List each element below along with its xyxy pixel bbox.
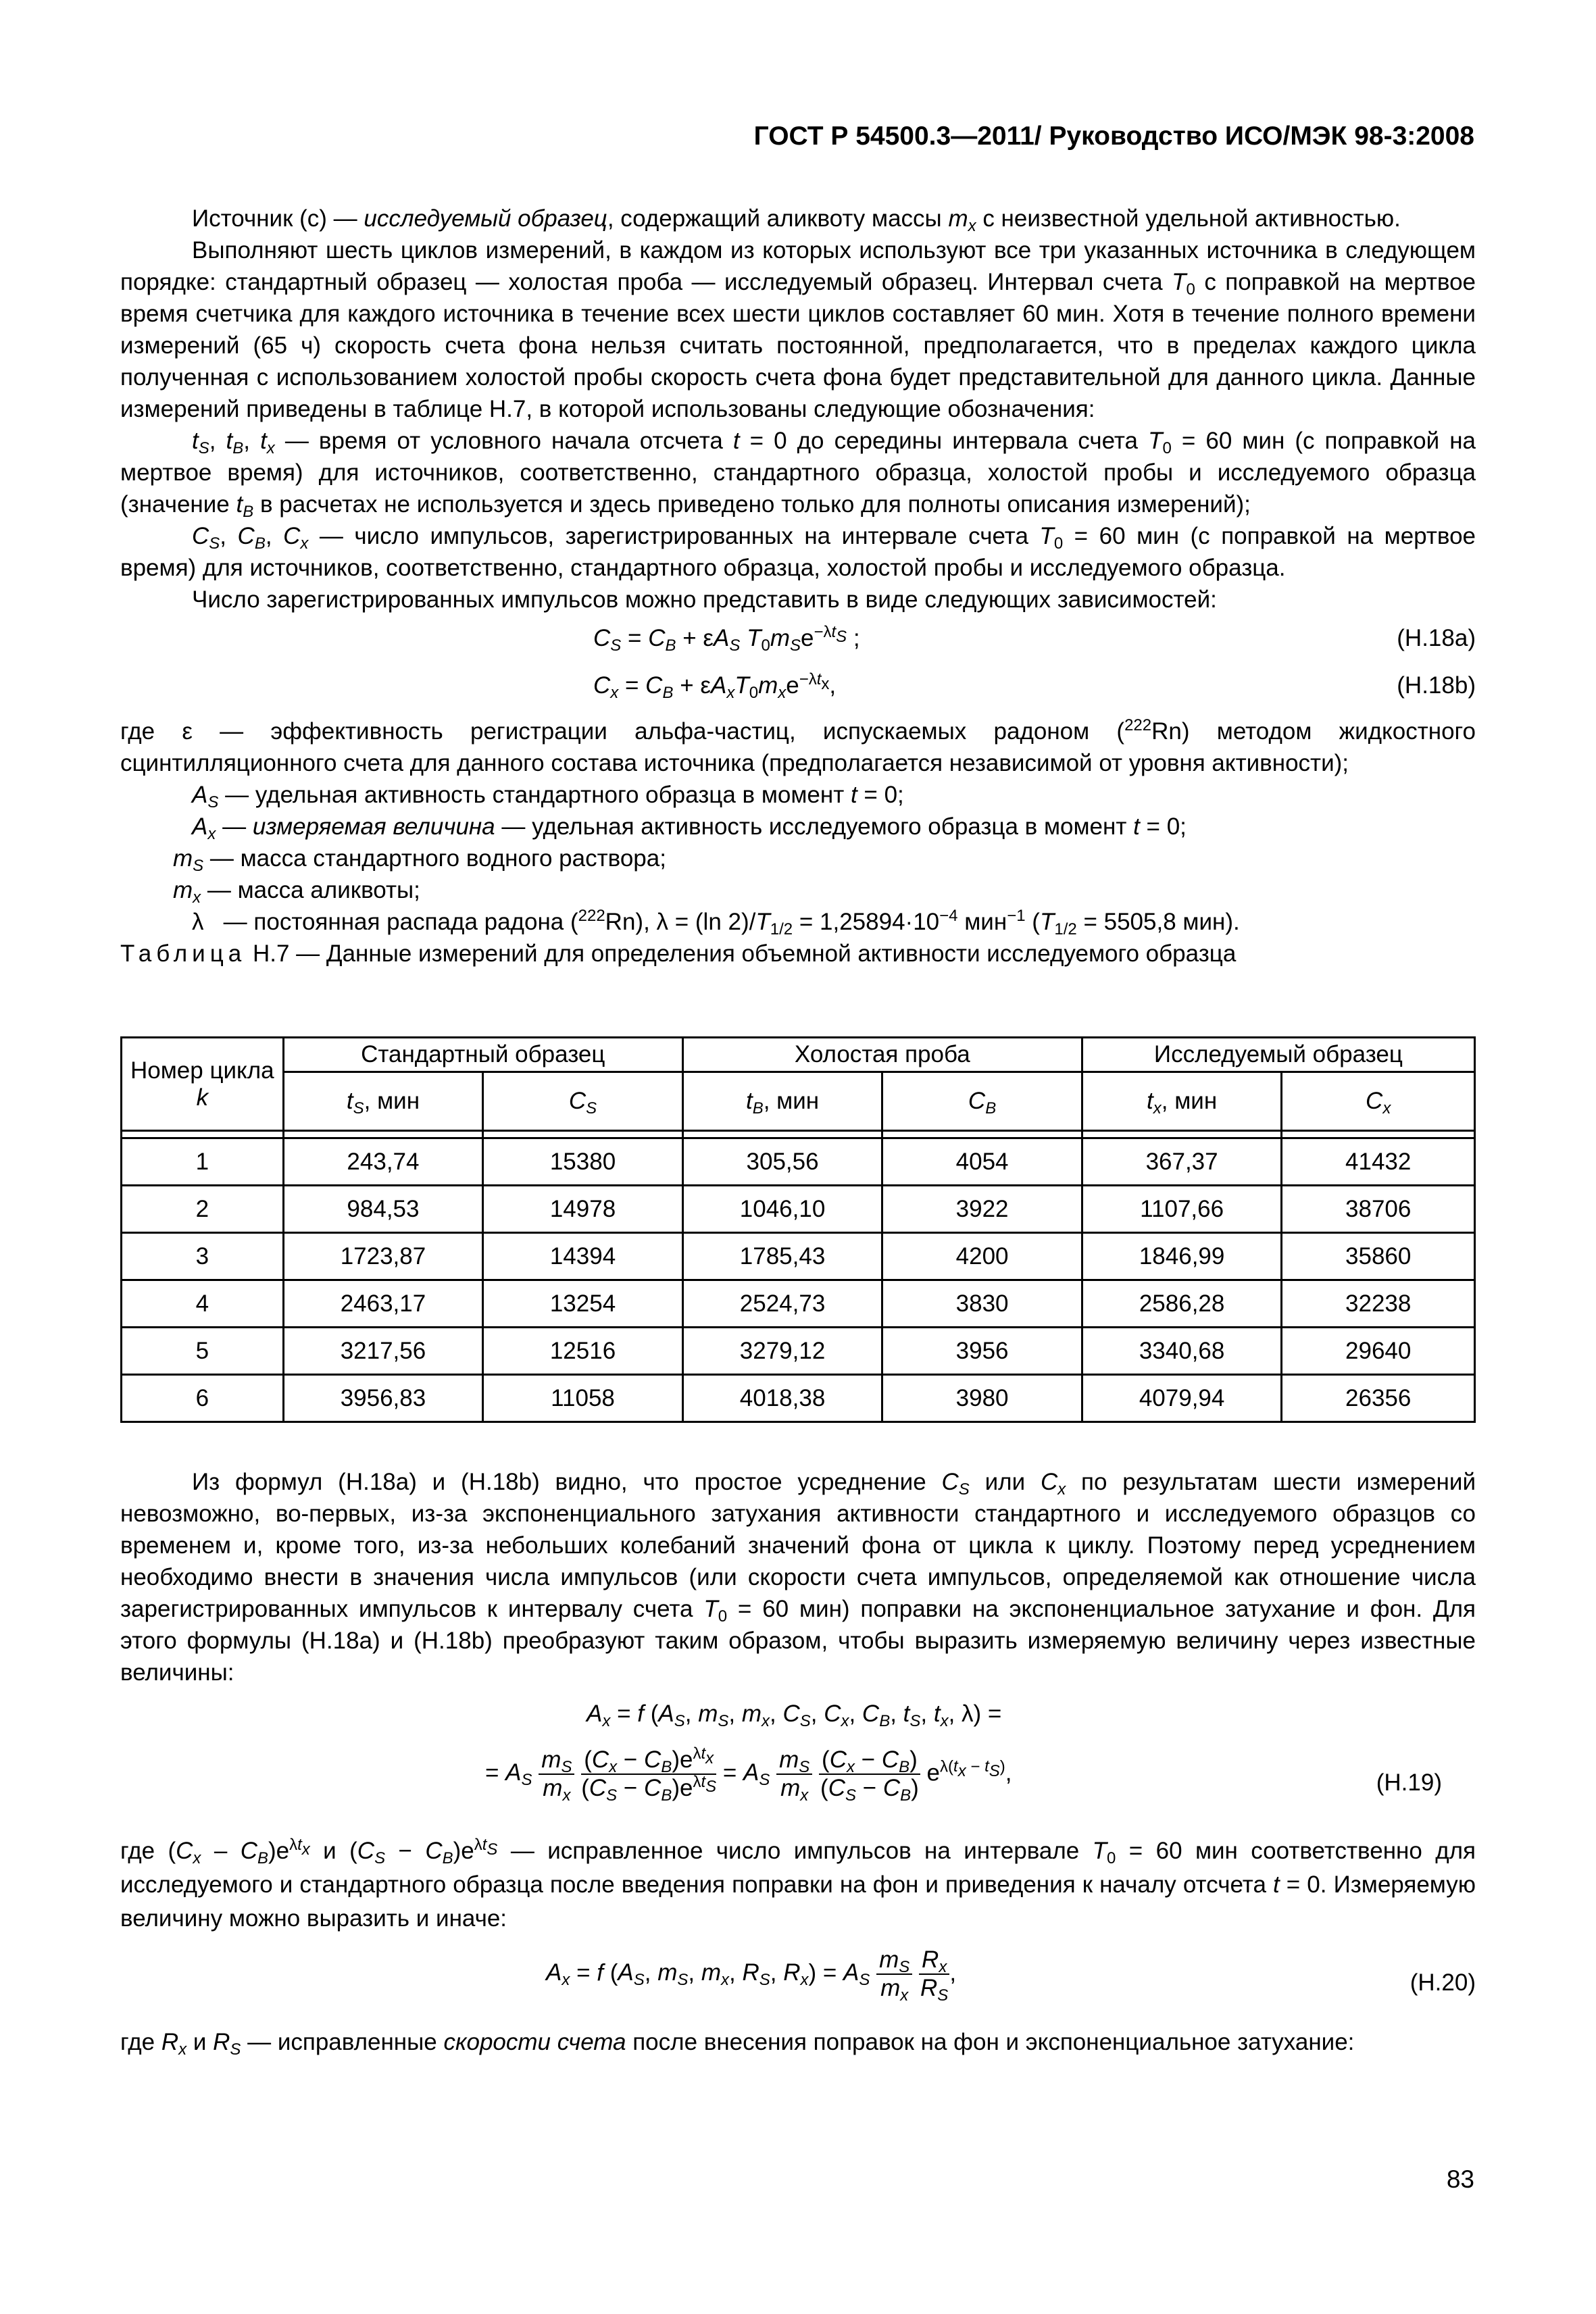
table-row: 2 984,53 14978 1046,10 3922 1107,66 38706 <box>122 1186 1475 1233</box>
paragraph: где $R_x$ и $R_S$ — исправленные скорости счета после внесения поправок на фон и экспоненциальное затухание: <box>120 2029 1355 2059</box>
equation-h19-line1: $A_x = f$ ($A_S$, $m_S$, $m_x$, $C_S$, $C_x$, $C_B$, $t_S$, $t_x$, λ) = <box>587 1701 1002 1730</box>
equation-h20: $A_x = f$ ($A_S$, $m_S$, $m_x$, $R_S$, $R_x) = A_S$ $\frac{m_S}{m_x}$ $\frac{R_x}{R_S}$ , (H.20) <box>546 1946 1476 2005</box>
definition: $m_S$ — масса стандартного водного раствора; <box>173 845 666 875</box>
definition: λ — постоянная распада радона ($^{222}$Rn), λ = (ln $2)/T_{1/2} = 1,25894\cdot 10^{-4}$ мин$^{-1}$ ($T_{1/2} = 5505,8$ мин). <box>192 907 1240 938</box>
body-text-bottom <box>120 1466 1476 2058</box>
paragraph: Выполняют шесть циклов измерений, в каждом из которых используют все три указанных источника в следующем порядке: стандартный образец — холостая проба — исследуемый образец. Интервал счета $T_0$ с поправкой на мертвое время счетчика для каждого источника в течение всех шести циклов составляет 60 мин. Хотя в течение полного времени измерений (65 ч) скорость счета фона нельзя считать постоянной, предполагается, что в пределах каждого цикла полученная с использованием холостой пробы скорость счета фона будет представительной для данного цикла. Данные измерений приведены в таблице H.7, в которой использованы следующие обозначения: <box>120 237 1476 422</box>
paragraph: Из формул (H.18a) и (H.18b) видно, что простое усреднение $C_S$ или $C_x$ по результатам шести измерений невозможно, во-первых, из-за экспоненциального затухания активности стандартного и исследуемого образцов со временем и, кроме того, из-за небольших колебаний значений фона от цикла к циклу. Поэтому перед усреднением необходимо внести в значения числа импульсов (или скорости счета импульсов, определяемой как отношение числа зарегистрированных импульсов к интервалу счета $T_0 = 60$ мин) поправки на экспоненциальное затухание и фон. Для этого формулы (H.18a) и (H.18b) преобразуют таким образом, чтобы выразить измеряемую величину через известные величины: <box>120 1469 1476 1686</box>
page-number: 83 <box>1446 2165 1474 2193</box>
table-row: 4 2463,17 13254 2524,73 3830 2586,28 32238 <box>122 1280 1475 1328</box>
table-subheader-row <box>122 1072 1475 1131</box>
col-cs: $C_S$ <box>483 1072 683 1131</box>
paragraph: где ε — эффективность регистрации альфа-частиц, испускаемых радоном ($^{222}$Rn) методом жидкостного сцинтилляционного счета для данного состава источника (предполагается независимой от уровня активности); <box>120 716 1476 776</box>
paragraph: $C_S$, $C_B$, $C_x$ — число импульсов, зарегистрированных на интервале счета $T_0 = 60$ мин (с поправкой на мертвое время) для источников, соответственно, стандартного образца, холостой пробы и исследуемого образца. <box>120 523 1476 581</box>
equation-h18a: $C_S = C_B + \varepsilon A_S$ $T_0m_Se^{-\lambda t_S}$ ; (H.18a) <box>593 623 1476 655</box>
col-ts: $t_S$, мин <box>283 1072 483 1131</box>
paragraph: $t_S$, $t_B$, $t_x$ — время от условного начала отсчета t = 0 до середины интервала счета $T_0 = 60$ мин (с поправкой на мертвое время) для источников, соответственно, стандартного образца, холостой пробы и исследуемого образца (значение $t_B$ в расчетах не используется и здесь приведено только для полноты описания измерений); <box>120 428 1476 521</box>
definition: $A_S$ — удельная активность стандартного образца в момент t = 0; <box>192 782 904 811</box>
table-row: 3 1723,87 14394 1785,43 4200 1846,99 35860 <box>122 1233 1475 1280</box>
table-row: 5 3217,56 12516 3279,12 3956 3340,68 29640 <box>122 1328 1475 1375</box>
col-cb: $C_B$ <box>882 1072 1082 1131</box>
col-cycle-header: Номер цикла k <box>122 1038 284 1131</box>
table-row: 1 243,74 15380 305,56 4054 367,37 41432 <box>122 1138 1475 1186</box>
table-row: 6 3956,83 11058 4018,38 3980 4079,94 26356 <box>122 1375 1475 1422</box>
definition: $A_x$ — измеряемая величина — удельная активность исследуемого образца в момент t = 0; <box>192 813 1187 843</box>
equation-h19-line2: = $A_S$ $\frac{m_S}{m_x}$ $\frac{(C_x - C_B)e^{\lambda t_x}}{(C_S - C_B)e^{\lambda t_S}}$ = $A_S$ $\frac{m_S}{m_x}$ $\frac{(C_x - C_B)}{(C_S - C_B)}$ $e^{\lambda(t_x - t_S)}$, (H.19) <box>485 1744 1442 1805</box>
table-gap <box>122 1131 1475 1138</box>
table-header-row <box>122 1038 1475 1072</box>
table-caption: Таблица H.7 — Данные измерений для определения объемной активности исследуемого образца <box>120 940 1237 967</box>
group-blank: Холостая проба <box>682 1038 1082 1072</box>
col-tb: $t_B$, мин <box>682 1072 882 1131</box>
paragraph: где $(C_x - C_B)e^{\lambda t_x}$ и $(C_S - C_B)e^{\lambda t_S}$ — исправленное число импульсов на интервале $T_0 = 60$ мин соответственно для исследуемого и стандартного образца после введения поправки на фон и приведения к началу отсчета t = 0. Измеряемую величину можно выразить и иначе: <box>120 1836 1476 1932</box>
group-standard: Стандартный образец <box>283 1038 682 1072</box>
col-cx: $C_x$ <box>1282 1072 1475 1131</box>
definition: $m_x$ — масса аликвоты; <box>173 877 420 907</box>
running-header: ГОСТ Р 54500.3—2011/ Руководство ИСО/МЭК 98-3:2008 <box>753 122 1474 151</box>
group-sample: Исследуемый образец <box>1082 1038 1474 1072</box>
data-table <box>120 1036 1476 1423</box>
paragraph: Число зарегистрированных импульсов можно представить в виде следующих зависимостей: <box>192 586 1217 613</box>
paragraph: Источник (с) — исследуемый образец, содержащий аликвоту массы $m_x$ с неизвестной удельной активностью. <box>192 205 1401 235</box>
equation-h18b: $C_x = C_B + \varepsilon A_xT_0m_xe^{-\lambda t_x}$, (H.18b) <box>593 670 1476 702</box>
body-text-top <box>120 203 1476 970</box>
col-tx: $t_x$, мин <box>1082 1072 1282 1131</box>
